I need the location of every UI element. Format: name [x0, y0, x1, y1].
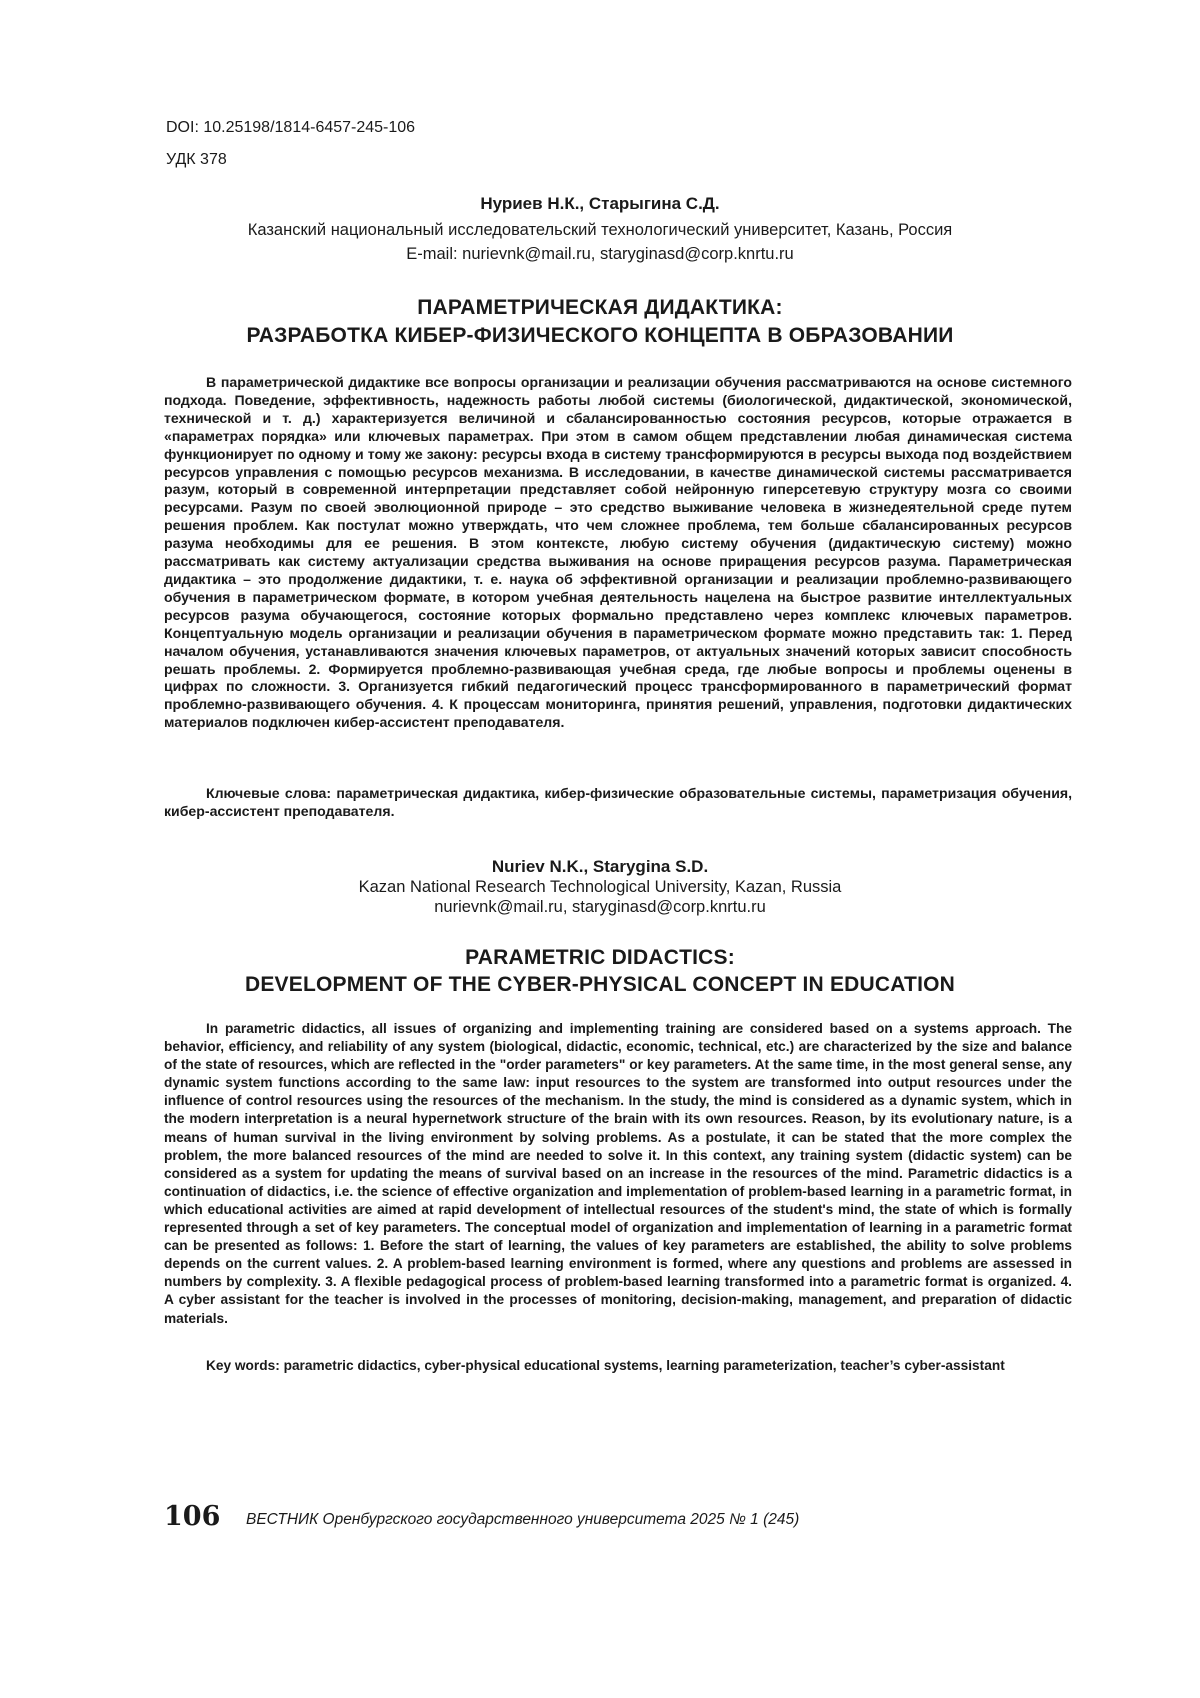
en-affiliation: Kazan National Research Technological University, Kazan, Russia: [358, 878, 842, 896]
en-abstract: In parametric didactics, all issues of organizing and implementing training are considered based on a systems approach. The behavior, efficiency, and reliability of any system (biological, didactic, economic, technical, etc.) are characterized by the size and balance of the state of resources, which are reflected in the "order parameters" or key parameters. At the same time, in the most general sense, any dynamic system functions according to the same law: input resources to the system are transformed into output resources under the influence of control resources using the resources of the mechanism. In the study, the mind is considered as a dynamic system, which in the modern interpretation is a neural hypernetwork structure of the brain with its own resources. Reason, by its evolutionary nature, is a means of human survival in the living environment by solving problems. As a postulate, it can be stated that the more complex the problem, the more balanced resources of the mind are needed to solve it. In this context, any training system (didactic system) can be considered as a system for updating the means of survival based on an increase in the resources of the mind. Parametric didactics is a continuation of didactics, i.e. the science of effective organization and implementation of problem-based learning in a parametric format, in which educational activities are aimed at rapid development of intellectual resources of the student's mind, the state of which is formally represented through a set of key parameters. The conceptual model of organization and implementation of learning in a parametric format can be presented as follows: 1. Before the start of learning, the values of key parameters are established, the ability to solve problems depends on the current values. 2. A problem-based learning environment is formed, where any questions and problems are assessed in numbers by complexity. 3. A flexible pedagogical process of problem-based learning transformed into a parametric format is organized. 4. A cyber assistant for the teacher is involved in the processes of monitoring, decision-making, management, and preparation of didactic materials.: [164, 1021, 1072, 1326]
en-authors: Nuriev N.K., Starygina S.D.: [491, 857, 709, 876]
en-title-line-1: PARAMETRIC DIDACTICS:: [465, 946, 735, 969]
en-keywords: Key words: parametric didactics, cyber-physical educational systems, learning parameterization, teacher’s cyber-assistant: [206, 1358, 1005, 1373]
page-number: 106: [164, 1501, 221, 1532]
en-title-line-2: DEVELOPMENT OF THE CYBER-PHYSICAL CONCEPT IN EDUCATION: [244, 973, 956, 996]
journal-running-footer: ВЕСТНИК Оренбургского государственного университета 2025 № 1 (245): [246, 1511, 800, 1528]
ru-affiliation: Казанский национальный исследовательский технологический университет, Казань, Россия: [247, 221, 953, 239]
ru-abstract: В параметрической дидактике все вопросы организации и реализации обучения рассматриваются на основе системного подхода. Поведение, эффективность, надежность работы любой системы (биологической, дидактической, экономической, технической и т. д.) характеризуется величиной и сбалансированностью состояния ресурсов, которые отражается в «параметрах порядка» или ключевых параметрах. При этом в самом общем представлении любая динамическая система функционирует по одному и тому же закону: ресурсы входа в систему трансформируются в ресурсы выхода под воздействием ресурсов управления с помощью ресурсов механизма. В исследовании, в качестве динамической системы рассматривается разум, который в современной интерпретации представляет собой нейронную гиперсетевую структуру мозга со своими ресурсами. Разум по своей эволюционной природе – это средство выживание человека в жизнедеятельной среде путем решения проблем. Как постулат можно утверждать, что чем сложнее проблема, тем больше сбалансированных ресурсов разума необходимы для ее решения. В этом контексте, любую систему обучения (дидактическую систему) можно рассматривать как систему актуализации средства выживания на основе приращения ресурсов разума. Параметрическая дидактика – это продолжение дидактики, т. е. наука об эффективной организации и реализации проблемно-развивающего обучения в параметрическом формате, в котором учебная деятельность нацелена на быстрое развитие интеллектуальных ресурсов разума обучающегося, состояние которых формально представлено через комплекс ключевых параметров. Концептуальную модель организации и реализации обучения в параметрическом формате можно представить так: 1. Перед началом обучения, устанавливаются значения ключевых параметров, от актуальных значений которых зависит способность решать проблемы. 2. Формируется проблемно-развивающая учебная среда, где любые вопросы и проблемы оценены в цифрах по сложности. 3. Организуется гибкий педагогический процесс трансформированного в параметрический формат проблемно-развивающего обучения. 4. К процессам мониторинга, принятия решений, управления, подготовки дидактических материалов подключен кибер-ассистент преподавателя.: [164, 374, 1072, 731]
doi-line: DOI: 10.25198/1814-6457-245-106: [166, 119, 416, 136]
udk-line: УДК 378: [166, 151, 227, 168]
en-email: nurievnk@mail.ru, staryginasd@corp.knrtu.ru: [434, 898, 766, 916]
ru-title-line-2: РАЗРАБОТКА КИБЕР-ФИЗИЧЕСКОГО КОНЦЕПТА В ОБРАЗОВАНИИ: [246, 324, 954, 347]
ru-title-line-1: ПАРАМЕТРИЧЕСКАЯ ДИДАКТИКА:: [417, 296, 783, 319]
ru-email: E-mail: nurievnk@mail.ru, staryginasd@corp.knrtu.ru: [406, 245, 794, 263]
ru-keywords: Ключевые слова: параметрическая дидактика, кибер-физические образовательные системы, параметризация обучения, кибер-ассистент преподавателя.: [164, 785, 1072, 819]
ru-authors: Нуриев Н.К., Старыгина С.Д.: [480, 194, 720, 213]
